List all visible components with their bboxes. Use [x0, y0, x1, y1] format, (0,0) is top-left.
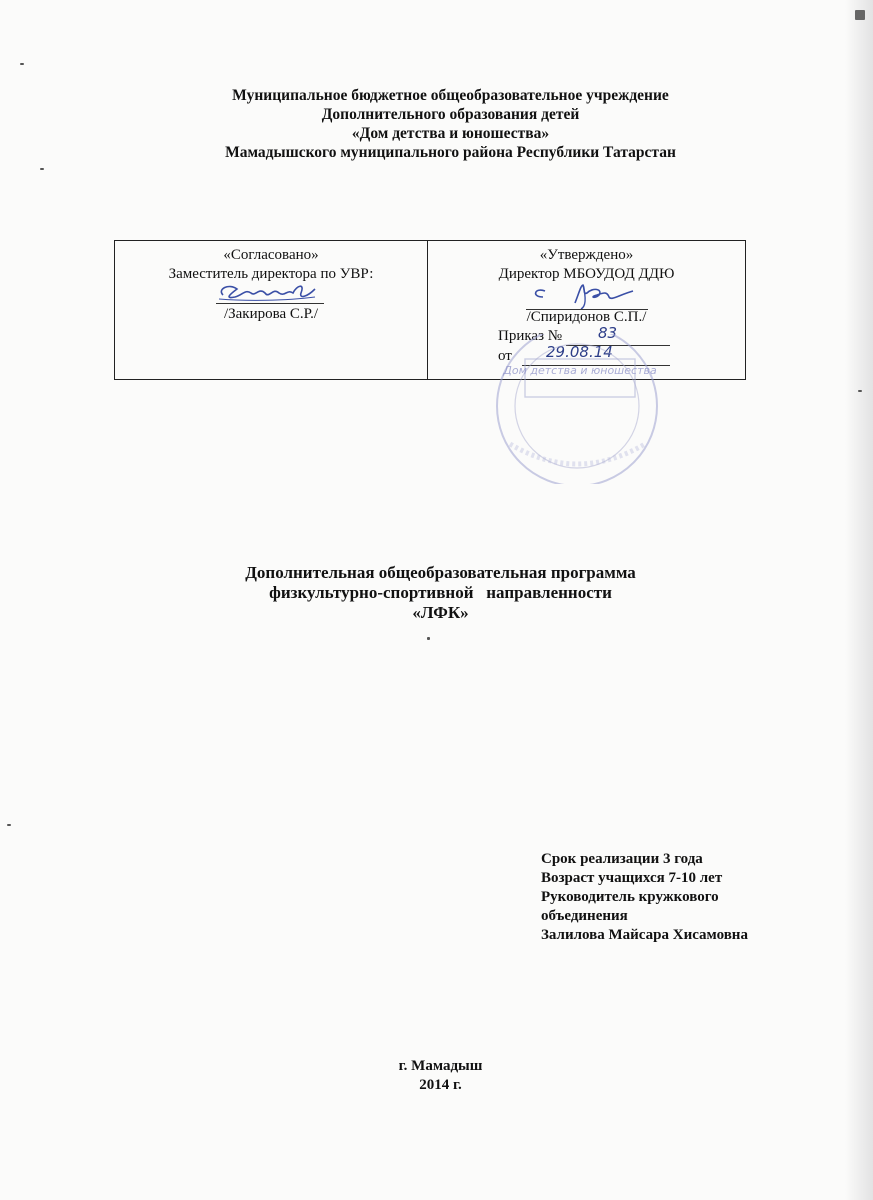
official-stamp: [480, 334, 675, 484]
agreed-position: Заместитель директора по УВР:: [168, 266, 374, 282]
header-line: «Дом детства и юношества»: [351, 125, 550, 142]
header-line: Муниципальное бюджетное общеобразовательное учреждение: [232, 87, 669, 104]
stamp-text: Дом детства и юношества: [503, 364, 657, 377]
footer-city: г. Мамадыш: [398, 1058, 483, 1074]
agreed-name: /Закирова С.Р./: [223, 306, 319, 322]
date-label: от: [498, 348, 512, 364]
title-line: Дополнительная общеобразовательная программа: [245, 563, 636, 582]
institution-header: [0, 86, 873, 162]
scan-speck: [7, 824, 11, 826]
order-number: 83: [598, 324, 618, 342]
scan-speck: [20, 63, 24, 65]
title-line: «ЛФК»: [412, 603, 469, 622]
agreed-signature-line: [216, 303, 324, 304]
info-line: Руководитель кружкового: [541, 889, 719, 905]
footer-year: 2014 г.: [419, 1077, 462, 1093]
info-line: объединения: [541, 908, 628, 924]
scan-speck: [858, 390, 862, 392]
order-label: Приказ №: [498, 328, 563, 344]
header-line: Мамадышского муниципального района Республики Татарстан: [225, 144, 676, 161]
scan-speck: [40, 168, 44, 170]
approved-name: /Спиридонов С.П./: [526, 309, 647, 325]
date-value: 29.08.14: [546, 343, 613, 361]
info-line: Срок реализации 3 года: [541, 851, 703, 867]
director-signature: [523, 281, 648, 311]
scan-speck: [855, 10, 865, 20]
title-line: физкультурно-спортивной направленности: [269, 583, 612, 602]
info-line: Залилова Майсара Хисамовна: [541, 927, 748, 943]
program-info: [541, 850, 748, 945]
approved-position: Директор МБОУДОД ДДЮ: [498, 266, 675, 282]
approved-heading: «Утверждено»: [539, 247, 634, 263]
agreed-heading: «Согласовано»: [223, 247, 319, 263]
header-line: Дополнительного образования детей: [321, 106, 580, 123]
scan-speck: [427, 637, 430, 640]
footer: [0, 1057, 873, 1095]
deputy-signature: [215, 281, 320, 305]
approval-agreed-cell: [115, 241, 428, 379]
program-title: [0, 563, 873, 623]
info-line: Возраст учащихся 7-10 лет: [541, 870, 723, 886]
